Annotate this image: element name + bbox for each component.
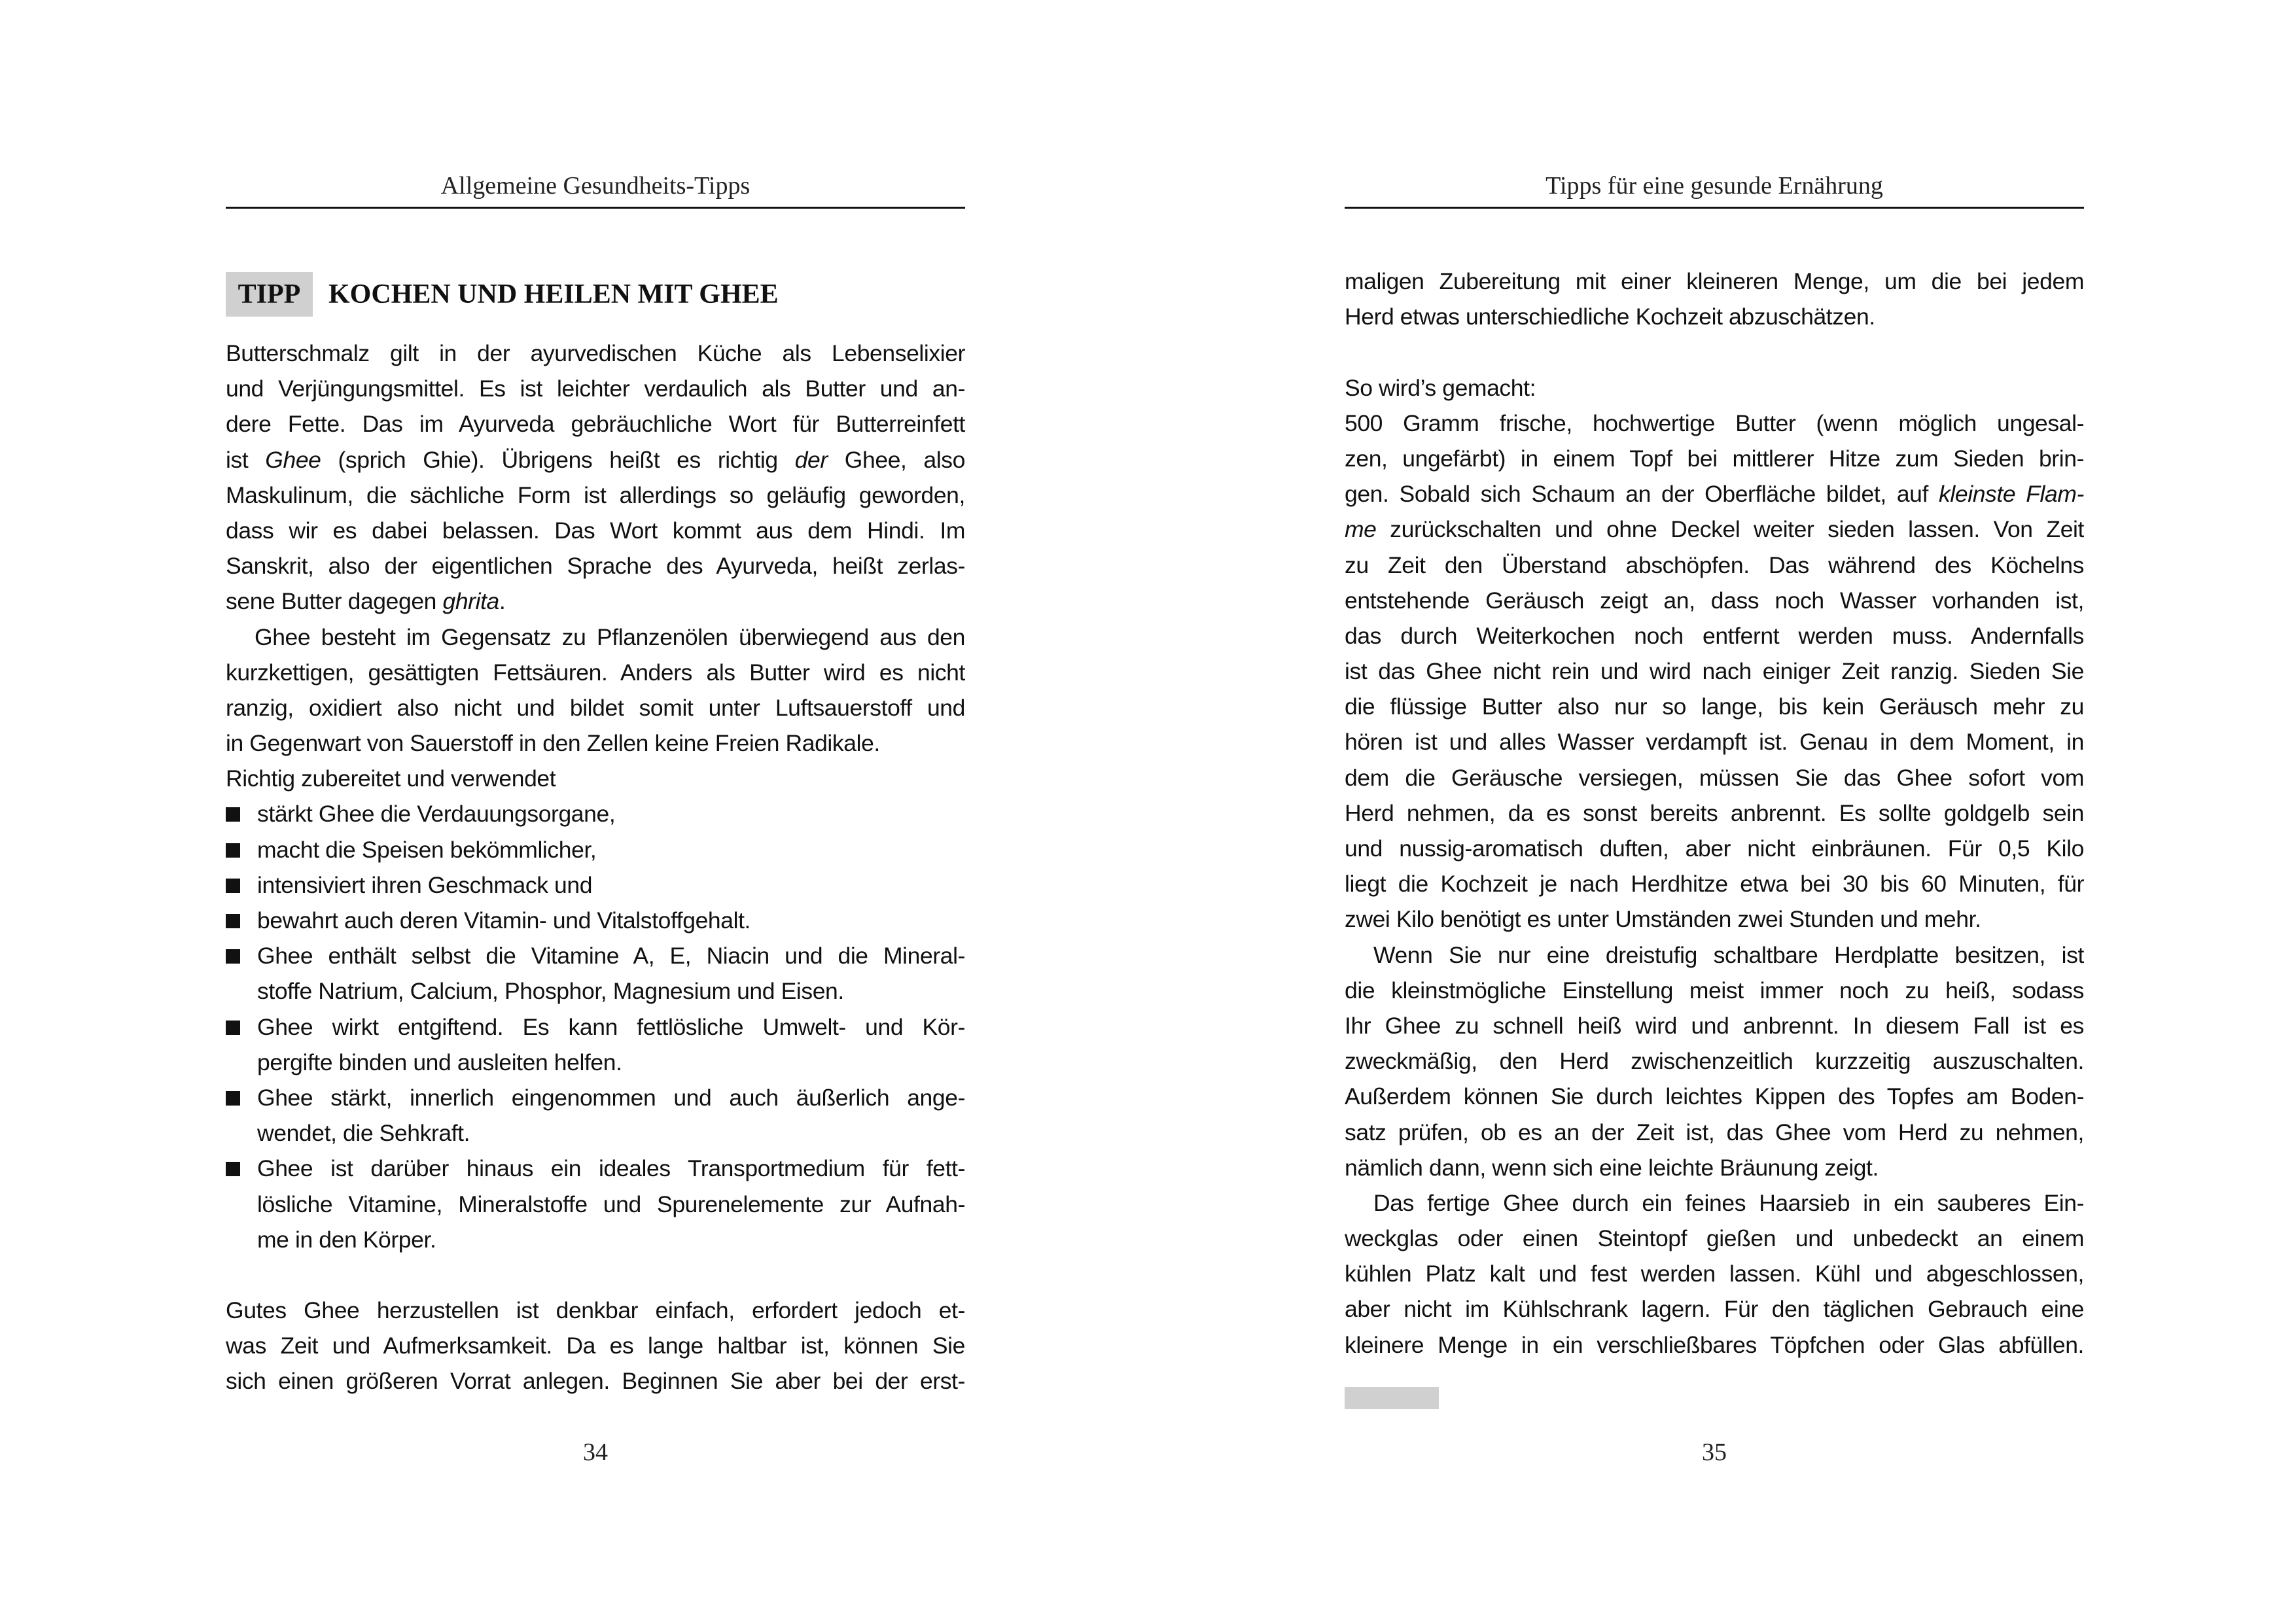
text-line [226,655,965,690]
text-line [1345,1079,2084,1114]
line-text: zu Zeit den Überstand abschöpfen. Das während des Köchelns [1345,551,2084,578]
end-marker-bar [1345,1387,1439,1409]
text-line [1345,406,2084,441]
line-text: Ghee ist darüber hinaus ein ideales Transportmedium für fett- [257,1155,965,1182]
line-text: nämlich dann, wenn sich eine leichte Bräunung zeigt. [1345,1154,1879,1181]
text-line [226,620,965,655]
line-text: sich einen größeren Vorrat anlegen. Beginnen Sie aber bei der erst- [226,1368,965,1395]
line-text: aber nicht im Kühlschrank lagern. Für den täglichen Gebrauch eine [1345,1296,2084,1323]
line-text: die flüssige Butter also nur so lange, bis kein Geräusch mehr zu [1345,693,2084,720]
text-line [1345,548,2084,583]
line-text: liegt die Kochzeit je nach Herdhitze etwa bei 30 bis 60 Minuten, für [1345,871,2084,898]
line-text: hören ist und alles Wasser verdampft ist. Genau in dem Moment, in [1345,729,2084,756]
running-head: Allgemeine Gesundheits-Tipps [440,172,751,200]
text-line [1345,1327,2084,1363]
text-line [1345,299,2084,334]
text-line [1345,1115,2084,1150]
line-text: und nussig-aromatisch duften, aber nicht einbräunen. Für 0,5 Kilo [1345,835,2084,862]
line-text: Richtig zubereitet und verwendet [226,765,556,792]
italic-text: me [1345,516,1377,543]
body-text [226,336,965,1399]
text-line [1345,724,2084,759]
line-text: So wird’s gemacht: [1345,374,1536,401]
page-number: 34 [583,1439,608,1466]
line-text: Butterschmalz gilt in der ayurvedischen Küche als Lebenselixier [226,340,965,366]
text-line [226,1293,965,1328]
line-text: zweckmäßig, den Herd zwischenzeitlich kurzzeitig auszuschalten. [1345,1048,2084,1075]
line-text: Außerdem können Sie durch leichtes Kippen des Topfes am Boden- [1345,1083,2084,1110]
line-text: pergifte binden und ausleiten helfen. [257,1049,622,1075]
text-line [226,584,965,619]
bullet-item-line [226,867,965,903]
line-text: und Verjüngungsmittel. Es ist leichter verdaulich als Butter und an- [226,375,965,402]
line-text: maligen Zubereitung mit einer kleineren Menge, um die bei jedem [1345,268,2084,294]
bullet-item-line [226,1080,965,1115]
text-line [1345,795,2084,831]
section-title: KOCHEN UND HEILEN MIT GHEE [328,279,779,309]
line-text: kurzkettigen, gesättigten Fettsäuren. Anders als Butter wird es nicht [226,659,965,686]
bullet-item-line [226,1009,965,1045]
text-line [226,1045,965,1080]
line-text: Sanskrit, also der eigentlichen Sprache des Ayurveda, heißt zerlas- [226,553,965,580]
line-text: wendet, die Sehkraft. [257,1120,470,1147]
text-line [1345,689,2084,724]
text-line [1345,1150,2084,1185]
line-text: 500 Gramm frische, hochwertige Butter (wenn möglich ungesal- [1345,410,2084,436]
bullet-item-line [226,796,965,831]
italic-text: kleinste Flam- [1939,481,2084,508]
text-line [226,690,965,725]
square-bullet-icon [226,1162,240,1176]
line-text: kühlen Platz kalt und fest werden lassen. Kühl und abgeschlossen, [1345,1261,2084,1287]
italic-text: der [794,446,828,473]
line-text: gen. Sobald sich Schaum an der Oberfläche bildet, auf [1345,481,1939,508]
text-line [226,725,965,761]
line-text: zwei Kilo benötigt es unter Umständen zwei Stunden und mehr. [1345,906,1981,933]
line-text: zen, ungefärbt) in einem Topf bei mittlerer Hitze zum Sieden brin- [1345,445,2084,472]
line-text: bewahrt auch deren Vitamin- und Vitalstoffgehalt. [257,907,751,934]
header-rule [1345,207,2084,209]
line-text: ranzig, oxidiert also nicht und bildet somit unter Luftsauerstoff und [226,694,965,721]
text-line [1345,901,2084,937]
line-text: Ghee enthält selbst die Vitamine A, E, Niacin und die Mineral- [257,943,965,969]
text-line [1345,1221,2084,1256]
text-line [226,761,965,796]
text-line [1345,760,2084,795]
line-text: Herd etwas unterschiedliche Kochzeit abzuschätzen. [1345,304,1875,330]
text-line [1345,476,2084,512]
text-line [1345,973,2084,1008]
text-line [1345,1291,2084,1327]
text-line [1345,370,2084,406]
text-line [1345,654,2084,689]
line-text: kleinere Menge in ein verschließbares Töpfchen oder Glas abfüllen. [1345,1331,2084,1358]
text-line [226,478,965,513]
line-text: satz prüfen, ob es an der Zeit ist, das Ghee vom Herd zu nehmen, [1345,1119,2084,1145]
line-text: dass wir es dabei belassen. Das Wort kommt aus dem Hindi. Im [226,517,965,544]
text-line [226,371,965,406]
text-line [226,1115,965,1151]
page-number: 35 [1702,1439,1727,1466]
text-line [226,442,965,478]
square-bullet-icon [226,879,240,893]
text-line [226,1222,965,1257]
text-line [1345,1256,2084,1291]
line-text: me in den Körper. [257,1226,436,1253]
line-text: Herd nehmen, da es sonst bereits anbrennt. Es sollte goldgelb sein [1345,799,2084,826]
line-text: zurückschalten und ohne Deckel weiter sieden lassen. Von Zeit [1376,516,2084,543]
line-text: Gutes Ghee herzustellen ist denkbar einfach, erfordert jedoch et- [226,1297,965,1324]
line-text: lösliche Vitamine, Mineralstoffe und Spurenelemente zur Aufnah- [257,1191,965,1217]
line-text: . [499,588,506,615]
text-line [1345,937,2084,973]
text-line [226,406,965,442]
bullet-item-line [226,903,965,938]
text-line [1345,1185,2084,1221]
line-text: (sprich Ghie). Übrigens heißt es richtig [321,446,795,473]
square-bullet-icon [226,807,240,822]
tipp-label: TIPP [226,272,313,317]
text-line [1345,618,2084,654]
text-line [226,973,965,1009]
line-text: in Gegenwart von Sauerstoff in den Zellen keine Freien Radikale. [226,730,880,757]
text-line [226,336,965,371]
line-text: Das fertige Ghee durch ein feines Haarsieb in ein sauberes Ein- [1373,1189,2084,1216]
line-text: Ihr Ghee zu schnell heiß wird und anbrennt. In diesem Fall ist es [1345,1012,2084,1039]
square-bullet-icon [226,1021,240,1035]
line-text: Wenn Sie nur eine dreistufig schaltbare Herdplatte besitzen, ist [1373,941,2084,968]
square-bullet-icon [226,843,240,858]
running-head: Tipps für eine gesunde Ernährung [1545,172,1883,200]
text-line [1345,441,2084,476]
line-text: entstehende Geräusch zeigt an, dass noch Wasser vorhanden ist, [1345,587,2084,614]
text-line [226,548,965,584]
text-line [1345,1043,2084,1079]
line-text: stoffe Natrium, Calcium, Phosphor, Magnesium und Eisen. [257,978,844,1005]
bullet-item-line [226,1151,965,1186]
line-text: Ghee stärkt, innerlich eingenommen und auch äußerlich ange- [257,1084,965,1111]
text-line [1345,264,2084,299]
line-text: Ghee wirkt entgiftend. Es kann fettlösliche Umwelt- und Kör- [257,1013,965,1040]
text-line [1345,512,2084,547]
square-bullet-icon [226,914,240,928]
text-line [226,1328,965,1363]
line-text: was Zeit und Aufmerksamkeit. Da es lange haltbar ist, können Sie [226,1333,965,1359]
text-line [1345,866,2084,901]
line-text: Ghee, also [827,446,965,473]
italic-text: ghrita [442,588,499,615]
text-line [1345,831,2084,866]
body-text [1345,264,2084,1363]
blank-line [226,1257,965,1293]
line-text: macht die Speisen bekömmlicher, [257,836,597,863]
line-text: intensiviert ihren Geschmack und [257,871,593,898]
text-line [1345,583,2084,618]
text-line [1345,1008,2084,1043]
italic-text: Ghee [265,446,321,473]
bullet-item-line [226,832,965,867]
text-line [226,513,965,548]
square-bullet-icon [226,949,240,964]
line-text: stärkt Ghee die Verdauungsorgane, [257,801,616,828]
line-text: Ghee besteht im Gegensatz zu Pflanzenölen überwiegend aus den [255,623,965,650]
header-rule [226,207,965,209]
text-line [226,1187,965,1222]
line-text: das durch Weiterkochen noch entfernt werden muss. Andernfalls [1345,622,2084,649]
line-text: Maskulinum, die sächliche Form ist allerdings so geläufig geworden, [226,481,965,508]
square-bullet-icon [226,1091,240,1106]
line-text: ist das Ghee nicht rein und wird nach einiger Zeit ranzig. Sieden Sie [1345,658,2084,685]
line-text: die kleinstmögliche Einstellung meist immer noch zu heiß, sodass [1345,977,2084,1003]
line-text: sene Butter dagegen [226,588,443,615]
line-text: dere Fette. Das im Ayurveda gebräuchliche Wort für Butterreinfett [226,411,965,438]
line-text: dem die Geräusche versiegen, müssen Sie das Ghee sofort vom [1345,764,2084,791]
line-text: weckglas oder einen Steintopf gießen und unbedeckt an einem [1345,1225,2084,1252]
text-line [226,1363,965,1399]
bullet-item-line [226,938,965,973]
blank-line [1345,334,2084,370]
line-text: ist [226,446,266,473]
